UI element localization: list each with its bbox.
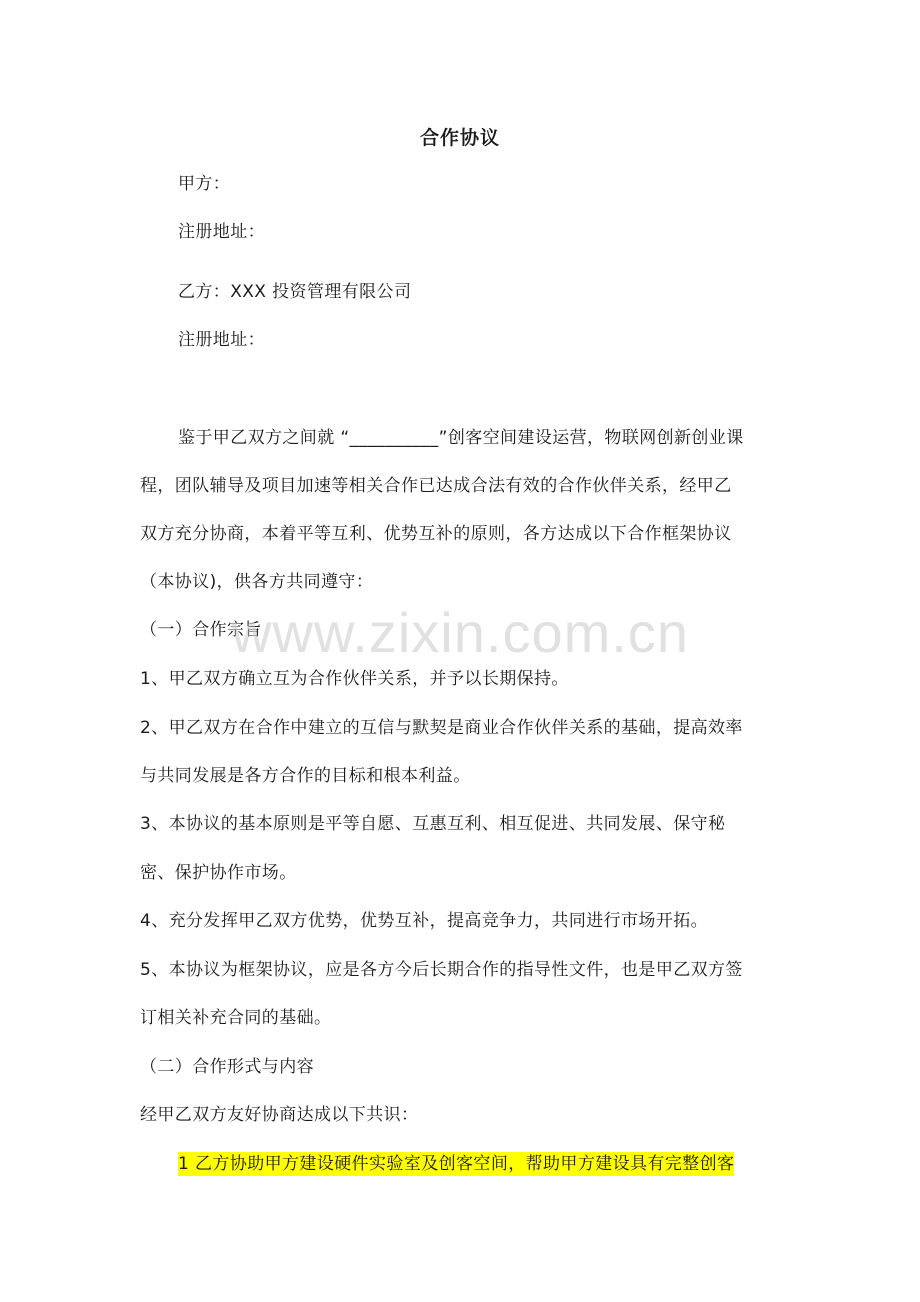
section-heading-purpose: （一）合作宗旨 <box>140 620 262 640</box>
highlighted-clause-text: 1 乙方协助甲方建设硬件实验室及创客空间，帮助甲方建设具有完整创客 <box>178 1154 735 1174</box>
party-b-address-label: 注册地址： <box>178 330 265 350</box>
clause-item: 4、充分发挥甲乙双方优势，优势互补，提高竞争力，共同进行市场开拓。 <box>140 911 709 931</box>
party-a-address-label: 注册地址： <box>178 222 265 242</box>
clause-item: 2、甲乙双方在合作中建立的互信与默契是商业合作伙伴关系的基础，提高效率 <box>140 718 743 738</box>
document-title: 合作协议 <box>419 127 500 149</box>
clause-item: 3、本协议的基本原则是平等自愿、互惠互利、相互促进、共同发展、保守秘 <box>140 814 726 834</box>
party-b-label: 乙方：XXX 投资管理有限公司 <box>178 282 412 302</box>
section-heading-form: （二）合作形式与内容 <box>140 1057 314 1077</box>
intro-line: （本协议)，供各方共同遵守： <box>140 572 374 592</box>
party-a-label: 甲方： <box>178 174 231 194</box>
intro-line: 鉴于甲乙双方之间就 “__________”创客空间建设运营，物联网创新创业课 <box>178 428 744 448</box>
clause-item-continued: 密、保护协作市场。 <box>140 863 297 883</box>
consensus-text: 经甲乙双方友好协商达成以下共识： <box>140 1105 419 1125</box>
intro-line: 双方充分协商，本着平等互利、优势互补的原则，各方达成以下合作框架协议 <box>140 524 732 544</box>
clause-item-continued: 与共同发展是各方合作的目标和根本利益。 <box>140 766 471 786</box>
clause-item: 1、甲乙双方确立互为合作伙伴关系，并予以长期保持。 <box>140 669 569 689</box>
highlighted-clause <box>178 1152 734 1176</box>
clause-item: 5、本协议为框架协议，应是各方今后长期合作的指导性文件，也是甲乙双方签 <box>140 960 743 980</box>
watermark-text: www.zixin.com.cn <box>231 601 689 664</box>
clause-item-continued: 订相关补充合同的基础。 <box>140 1008 332 1028</box>
intro-line: 程，团队辅导及项目加速等相关合作已达成合法有效的合作伙伴关系，经甲乙 <box>140 476 732 496</box>
